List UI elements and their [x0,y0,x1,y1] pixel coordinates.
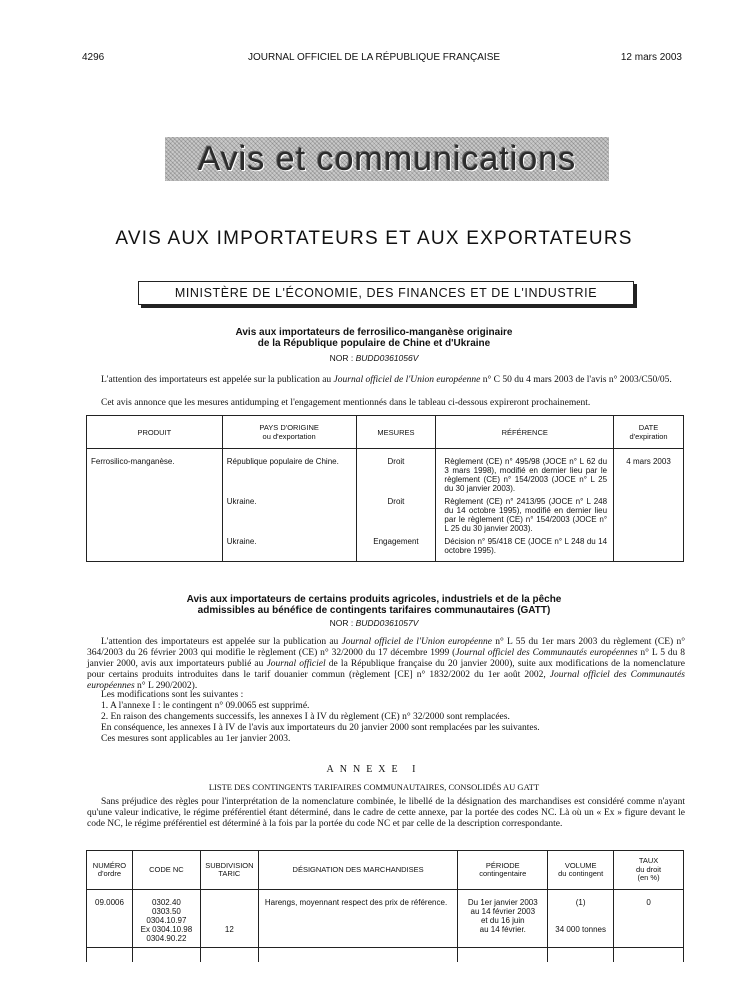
cell-reference: Règlement (CE) n° 2413/95 (JOCE n° L 248 du 14 octobre 1995), modifié en dernier lieu par le règlement (CE) n° 154/2003 (JOCE n° L 25 du 30 janvier 2003). [436,495,614,535]
avis1-paragraph-1 [87,375,685,386]
banner-text: Avis et communications [197,139,577,178]
volume-note: (1) [575,898,586,907]
cell-pays: Ukraine. [222,535,356,562]
col-header-pays [222,416,356,449]
cell-empty [87,948,133,963]
cell-taux: 0 [614,890,684,948]
cell-produit: Ferrosilico-manganèse. [87,449,223,496]
cell-volume [548,890,614,948]
header-label: PAYS D'ORIGINE ou d'exportation [259,423,319,441]
journal-ref: Journal officiel des Communautés européennes [87,670,685,691]
periode-line: au 14 février 2003 [470,907,536,916]
avis1-title-line2: de la République populaire de Chine et d'Ukraine [257,338,491,349]
col-header-produit [87,416,223,449]
annexe-subtitle: LISTE DES CONTINGENTS TARIFAIRES COMMUNAUTAIRES, CONSOLIDÉS AU GATT [208,782,540,792]
col-header-reference [436,416,614,449]
cell-code-nc [132,890,200,948]
col-header-numero [87,851,133,890]
cell-reference: Décision n° 95/418 CE (JOCE n° L 248 du 14 octobre 1995). [436,535,614,562]
table-row [87,890,684,948]
nor-code: BUDD0361057V [355,618,419,628]
measures-table [86,415,684,562]
volume-value: 34 000 tonnes [555,925,607,934]
cell-numero: 09.0006 [87,890,133,948]
header-label: VOLUME du contingent [558,860,604,878]
cell-periode [458,890,548,948]
list-item: Ces mesures sont applicables au 1er janvier 2003. [101,734,291,744]
ministry-name: MINISTÈRE DE L'ÉCONOMIE, DES FINANCES ET DE L'INDUSTRIE [174,286,598,300]
code-line: 0302.40 [151,898,181,907]
cell-date [614,535,684,562]
cell-empty [458,948,548,963]
section-banner [165,137,609,181]
cell-produit [87,535,223,562]
header-label: DÉSIGNATION DES MARCHANDISES [292,864,424,874]
table-row [87,948,684,963]
header-label: PRODUIT [137,427,172,437]
ministry-box [138,281,634,305]
cell-mesures: Droit [356,449,436,496]
col-header-date [614,416,684,449]
annexe-paragraph: Sans préjudice des règles pour l'interprétation de la nomenclature combinée, le libellé de la désignation des marchandises est considéré comme n'ayant qu'une valeur indicative, le régime préférentiel étant déterminé, dans le cadre de cette annexe, par la portée des codes NC. Là où un « Ex » figure devant le code NC, le régime préférentiel est déterminé à la fois par la portée du code NC et par celle de la description correspondante. [87,797,685,829]
text-run: L'attention des importateurs est appelée sur la publication au [101,375,334,385]
cell-empty [614,948,684,963]
list-item: En conséquence, les annexes I à IV de l'avis aux importateurs du 20 janvier 2000 sont remplacées par les suivantes. [101,723,540,733]
text-run: n° L 55 du 1er mars 2003 du règlement (CE) n° 364/2003 du 26 février 2003 qui modifie le règlement (CE) n° 32/2000 du 17 décembre 1999 ( [87,637,685,658]
header-label: MESURES [377,427,415,437]
header-label: DATE d'expiration [629,423,668,441]
header-label: RÉFÉRENCE [501,427,548,437]
table-row [87,495,684,535]
col-header-designation [258,851,458,890]
page-number: 4296 [82,52,105,63]
cell-empty [132,948,200,963]
avis1-title-line1: Avis aux importateurs de ferrosilico-manganèse originaire [235,327,513,338]
avis2-title-line2: admissibles au bénéfice de contingents tarifaires communautaires (GATT) [197,605,551,616]
journal-ref: Journal officiel de l'Union européenne [333,375,481,385]
quota-table [86,850,684,962]
list-item: 2. En raison des changements successifs, les annexes I à IV du règlement (CE) n° 32/2000 sont remplacées. [101,712,510,722]
header-label: SUBDIVISION TARIC [205,860,254,878]
col-header-mesures [356,416,436,449]
avis1-title [0,327,748,349]
text-run: de la République française du 20 janvier 2000), suite aux modifications de la nomenclature pour certains produits introduites dans le tarif douanier commun (règlement [CE] n° 1832/2002 du 1er août 2002, [87,659,685,680]
header-label: NUMÉRO d'ordre [92,860,127,878]
cell-date [614,495,684,535]
periode-line: et du 16 juin [480,916,525,925]
header-label: CODE NC [149,864,184,874]
journal-title: JOURNAL OFFICIEL DE LA RÉPUBLIQUE FRANÇAISE [247,52,501,63]
nor-code: BUDD0361056V [355,353,419,363]
code-line: 0304.90.22 [146,934,187,943]
cell-designation: Harengs, moyennant respect des prix de référence. [258,890,458,948]
cell-reference: Règlement (CE) n° 495/98 (JOCE n° L 62 du 3 mars 1998), modifié en dernier lieu par le règlement (CE) n° 154/2003 (JOCE n° L 25 du 30 janvier 2003). [436,449,614,496]
cell-subdivision [200,890,258,948]
subdivision-value: 12 [224,925,234,934]
periode-line: au 14 février. [479,925,526,934]
col-header-volume [548,851,614,890]
col-header-periode [458,851,548,890]
cell-pays: République populaire de Chine. [222,449,356,496]
col-header-subdivision [200,851,258,890]
annexe-title: ANNEXE I [326,764,422,775]
avis1-paragraph-2: Cet avis annonce que les mesures antidumping et l'engagement mentionnés dans le tableau ci-dessous expireront prochainement. [101,398,591,408]
col-header-code-nc [132,851,200,890]
nor-label: NOR : [329,618,354,628]
journal-ref: Journal officiel de l'Union européenne [341,637,492,647]
cell-mesures: Engagement [356,535,436,562]
avis2-title-line1: Avis aux importateurs de certains produits agricoles, industriels et de la pêche [186,594,562,605]
cell-empty [200,948,258,963]
list-item: 1. A l'annexe I : le contingent n° 09.0065 est supprimé. [101,701,310,711]
text-run: n° L 290/2002). [134,681,198,691]
avis2-paragraph-1 [87,637,685,692]
header-label: PÉRIODE contingentaire [479,860,527,878]
text-run: L'attention des importateurs est appelée sur la publication au [101,637,342,647]
nor-label: NOR : [329,353,354,363]
section-title: AVIS AUX IMPORTATEURS ET AUX EXPORTATEURS [115,228,633,249]
avis2-title [0,594,748,616]
cell-mesures: Droit [356,495,436,535]
code-line: Ex 0304.10.98 [140,925,193,934]
table-row [87,449,684,496]
code-line: 0304.10.97 [146,916,187,925]
header-label: TAUX du droit (en %) [636,856,662,883]
journal-ref: Journal officiel [266,659,326,669]
text-run: n° C 50 du 4 mars 2003 de l'avis n° 2003/C50/05. [480,375,672,385]
text-run: n° L 5 du 8 janvier 2000, avis aux importateurs publié au [87,648,685,669]
avis2-nor [0,618,748,628]
periode-line: Du 1er janvier 2003 [467,898,538,907]
list-item: Les modifications sont les suivantes : [101,690,244,700]
journal-ref: Journal officiel des Communautés européennes [455,648,638,658]
avis2-list [87,690,685,745]
issue-date: 12 mars 2003 [620,52,682,63]
cell-empty [258,948,458,963]
col-header-taux [614,851,684,890]
table-row [87,535,684,562]
cell-produit [87,495,223,535]
code-line: 0303.50 [151,907,181,916]
cell-empty [548,948,614,963]
cell-date: 4 mars 2003 [614,449,684,496]
avis1-nor [0,353,748,363]
cell-pays: Ukraine. [222,495,356,535]
